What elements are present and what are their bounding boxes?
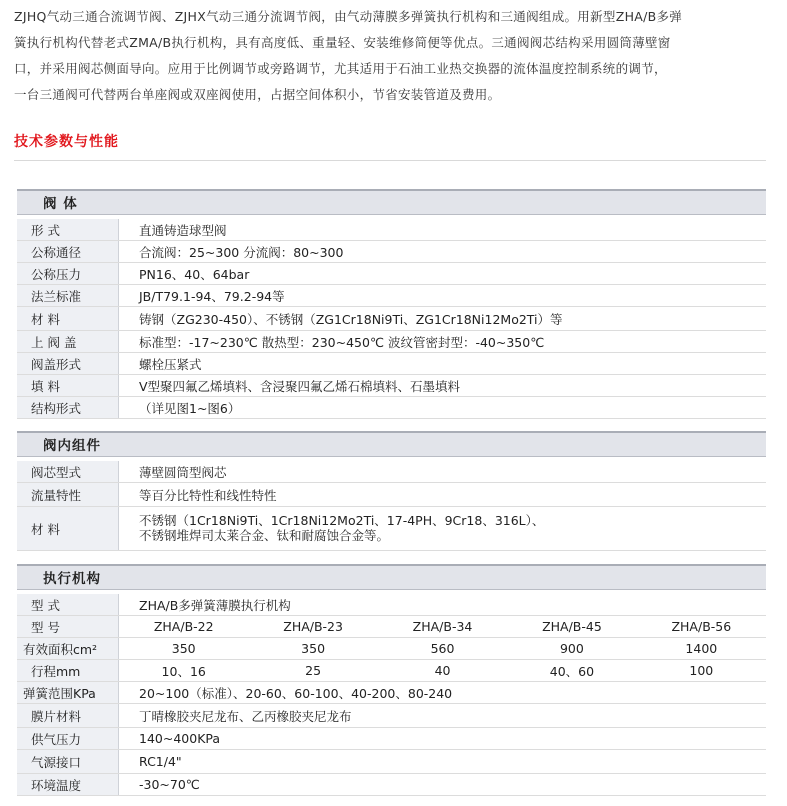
group-header-actuator <box>17 564 766 590</box>
table-row <box>17 375 766 397</box>
table-row <box>17 594 766 616</box>
row-label: 弹簧范围KPa <box>17 682 119 703</box>
group-header-internals <box>17 431 766 457</box>
area-cell: 560 <box>430 641 455 656</box>
row-label: 公称压力 <box>17 263 119 284</box>
area-cell: 900 <box>559 641 584 656</box>
row-value: ZHA/B多弹簧薄膜执行机构 <box>139 597 291 613</box>
row-label: 公称通径 <box>17 241 119 262</box>
row-label: 材 料 <box>17 307 119 330</box>
group-title: 阀内组件 <box>43 438 101 454</box>
row-value: 薄壁圆筒型阀芯 <box>139 464 227 480</box>
table-row-models <box>17 616 766 638</box>
table-row <box>17 263 766 285</box>
table-row <box>17 774 766 796</box>
table-row <box>17 483 766 507</box>
table-row <box>17 285 766 307</box>
model-cell: ZHA/B-56 <box>671 619 732 634</box>
table-row-areas <box>17 638 766 660</box>
row-label: 气源接口 <box>17 750 119 773</box>
row-label: 阀芯型式 <box>17 461 119 482</box>
table-row <box>17 682 766 704</box>
row-label: 阀盖形式 <box>17 353 119 374</box>
row-value: 直通铸造球型阀 <box>139 222 227 238</box>
row-value-multiline <box>139 507 758 550</box>
row-value: 标准型：-17~230℃ 散热型：230~450℃ 波纹管密封型：-40~350℃ <box>139 334 545 350</box>
intro-line: 簧执行机构代替老式ZMA/B执行机构，具有高度低、重量轻、安装维修简便等优点。三通阀阀芯结构采用圆筒薄壁窗 <box>14 35 671 50</box>
row-label: 环境温度 <box>17 774 119 795</box>
material-line: 不锈钢堆焊司太莱合金、钛和耐腐蚀合金等。 <box>139 528 390 543</box>
model-cell: ZHA/B-45 <box>542 619 602 634</box>
model-cell: ZHA/B-34 <box>412 619 473 634</box>
row-label: 有效面积cm² <box>17 638 119 659</box>
stroke-cell: 40 <box>434 663 451 678</box>
row-value: （详见图1~图6） <box>139 400 241 416</box>
group-title: 执行机构 <box>43 571 101 587</box>
intro-line: ZJHQ气动三通合流调节阀、ZJHX气动三通分流调节阀，由气动薄膜多弹簧执行机构和三通阀组成。用新型ZHA/B多弹 <box>14 9 683 24</box>
stroke-cell: 40、60 <box>549 663 595 679</box>
row-label: 型 号 <box>17 616 119 637</box>
table-row-strokes <box>17 660 766 682</box>
table-row <box>17 331 766 353</box>
row-value: V型聚四氟乙烯填料、含浸聚四氟乙烯石棉填料、石墨填料 <box>139 378 461 394</box>
intro-line: 口，并采用阀芯侧面导向。应用于比例调节或旁路调节，尤其适用于石油工业热交换器的流体温度控制系统的调节， <box>14 61 667 76</box>
row-value: 铸钢（ZG230-450）、不锈钢（ZG1Cr18Ni9Ti、ZG1Cr18Ni12Mo2Ti）等 <box>139 311 563 327</box>
table-row <box>17 241 766 263</box>
table-row <box>17 461 766 483</box>
model-cell: ZHA/B-23 <box>283 619 343 634</box>
row-label: 型 式 <box>17 594 119 615</box>
intro-line: 一台三通阀可代替两台单座阀或双座阀使用，占据空间体积小，节省安装管道及费用。 <box>14 87 501 102</box>
table-row <box>17 750 766 774</box>
area-cell: 1400 <box>685 641 718 656</box>
material-line: 不锈钢（1Cr18Ni9Ti、1Cr18Ni12Mo2Ti、17-4PH、9Cr18、316L）、 <box>139 513 545 528</box>
model-cell: ZHA/B-22 <box>153 619 214 634</box>
row-label: 结构形式 <box>17 397 119 418</box>
model-cells <box>119 616 766 637</box>
row-value: RC1/4" <box>139 754 182 769</box>
area-cell: 350 <box>171 641 196 656</box>
area-cell: 350 <box>301 641 326 656</box>
row-label: 材 料 <box>17 507 119 550</box>
row-label: 供气压力 <box>17 728 119 749</box>
intro-paragraph <box>14 4 774 108</box>
group-header-valve-body <box>17 189 766 215</box>
area-cells <box>119 638 766 659</box>
row-value: 140~400KPa <box>139 731 221 746</box>
stroke-cell: 25 <box>305 663 322 678</box>
table-row <box>17 353 766 375</box>
row-value: 丁晴橡胶夹尼龙布、乙丙橡胶夹尼龙布 <box>139 708 352 724</box>
section-title: 技术参数与性能 <box>14 134 119 150</box>
row-value: 合流阀：25~300 分流阀：80~300 <box>139 244 344 260</box>
table-row <box>17 307 766 331</box>
table-row <box>17 704 766 728</box>
row-label: 行程mm <box>17 660 119 681</box>
stroke-cells <box>119 660 766 681</box>
row-label: 上 阀 盖 <box>17 331 119 352</box>
row-label: 流量特性 <box>17 483 119 506</box>
row-value: 螺栓压紧式 <box>139 356 202 372</box>
table-row <box>17 507 766 551</box>
stroke-cell: 10、16 <box>161 663 206 679</box>
section-divider <box>14 160 766 161</box>
row-value: 20~100（标准）、20-60、60-100、40-200、80-240 <box>139 685 453 701</box>
table-row <box>17 728 766 750</box>
row-label: 法兰标准 <box>17 285 119 306</box>
row-value: PN16、40、64bar <box>139 266 250 282</box>
group-title: 阀 体 <box>43 196 78 212</box>
table-row <box>17 219 766 241</box>
row-value: JB/T79.1-94、79.2-94等 <box>139 288 285 304</box>
row-value: 等百分比特性和线性特性 <box>139 487 277 503</box>
row-label: 填 料 <box>17 375 119 396</box>
table-row <box>17 397 766 419</box>
row-label: 膜片材料 <box>17 704 119 727</box>
row-label: 形 式 <box>17 219 119 240</box>
stroke-cell: 100 <box>689 663 714 678</box>
row-value: -30~70℃ <box>139 777 200 792</box>
